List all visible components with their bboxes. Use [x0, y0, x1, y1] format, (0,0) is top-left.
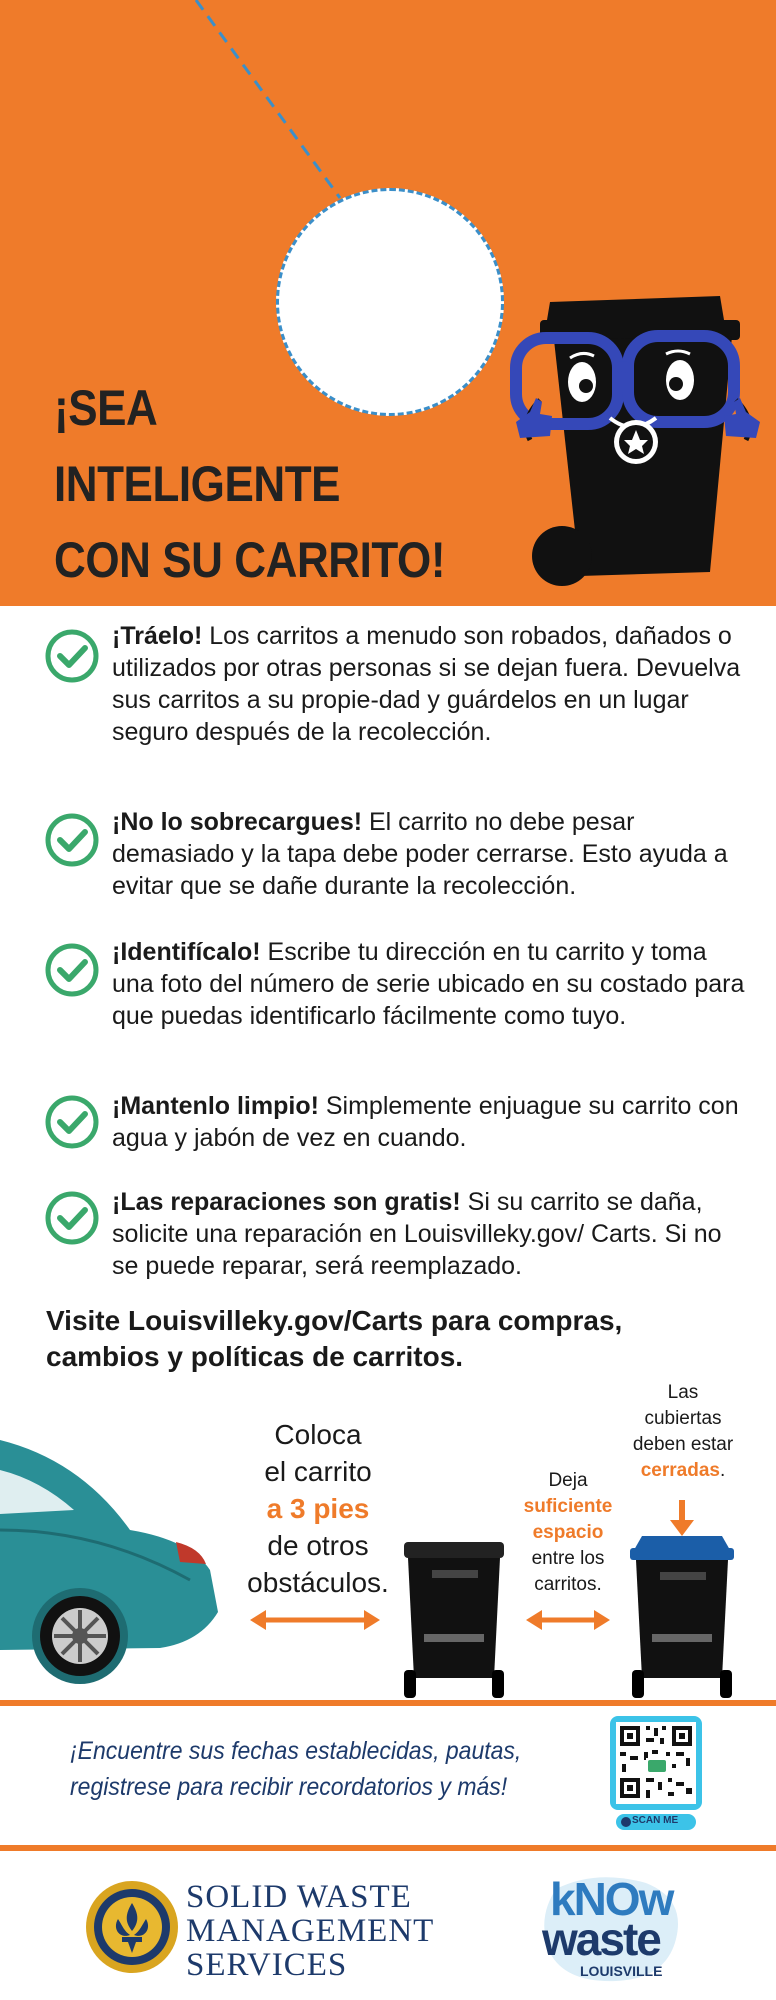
- tip-body: Simplemente enjuague su carrito con agua y jabón de vez en cuando.: [112, 1092, 739, 1152]
- cart-mascot-illustration: [510, 290, 770, 600]
- lids-line-3: deben estar: [632, 1434, 734, 1455]
- check-circle-icon: [44, 628, 100, 684]
- find-dates-callout: [70, 1733, 548, 1805]
- place-line-5: obstáculos.: [247, 1567, 389, 1598]
- louisville-word: LOUISVILLE: [580, 1963, 663, 1979]
- tip-title: ¡Mantenlo limpio!: [112, 1092, 319, 1120]
- tip-body: Los carritos a menudo son robados, dañados o utilizados por otras personas si se dejan fuera. Devuelva sus carritos a su propie-dad y guárdelos en un lugar seguro después de la recolección.: [112, 622, 741, 746]
- hanger-top-panel: [0, 0, 776, 606]
- tip-title: ¡No lo sobrecargues!: [112, 808, 363, 836]
- place-highlight: a 3 pies: [266, 1493, 370, 1524]
- cart-placement-diagram: [0, 1380, 776, 1700]
- waste-word: waste: [542, 1913, 660, 1965]
- place-line-1: Coloca: [274, 1419, 362, 1450]
- tip-title: ¡Tráelo!: [112, 622, 203, 650]
- tip-title: ¡Identifícalo!: [112, 938, 261, 966]
- headline-line-1: ¡SEA: [54, 380, 158, 436]
- louisville-seal-logo: [84, 1879, 180, 1975]
- headline-line-3: CON SU CARRITO!: [54, 532, 446, 588]
- lids-line-1: Las: [667, 1382, 699, 1403]
- distance-arrow-1: [250, 1610, 380, 1630]
- visit-line-1: Visite Louisvilleky.gov/Carts para compras,: [46, 1305, 623, 1336]
- space-line-1: Deja: [548, 1470, 588, 1491]
- visit-line-2: cambios y políticas de carritos.: [46, 1341, 464, 1372]
- distance-arrow-2: [526, 1610, 610, 1630]
- space-highlight-2: espacio: [532, 1522, 604, 1543]
- sw-line-3: SERVICES: [186, 1947, 348, 1983]
- divider-bottom: [0, 1845, 776, 1851]
- space-between-carts-instruction: [508, 1468, 628, 1598]
- lids-tail: .: [719, 1460, 726, 1481]
- lid-arrow-down: [670, 1500, 694, 1536]
- sw-line-1: SOLID WASTE: [186, 1879, 412, 1915]
- headline-line-2: INTELIGENTE: [54, 456, 341, 512]
- check-circle-icon: [44, 1190, 100, 1246]
- know-word: kNOw: [550, 1873, 673, 1925]
- tip-text: [112, 620, 752, 748]
- tip-body: El carrito no debe pesar demasiado y la tapa debe poder cerrarse. Esto ayuda a evitar que se dañe durante la recolección.: [112, 808, 728, 900]
- space-highlight-1: suficiente: [523, 1496, 613, 1517]
- sw-line-2: MANAGEMENT: [186, 1913, 435, 1949]
- visit-website-callout: [46, 1303, 746, 1375]
- scan-me-label: SCAN ME: [632, 1815, 679, 1826]
- three-feet-instruction: [226, 1416, 410, 1601]
- place-line-4: de otros: [267, 1530, 369, 1561]
- solid-waste-wordmark: [186, 1880, 434, 1982]
- tip-text: [112, 806, 752, 902]
- divider-top: [0, 1700, 776, 1706]
- lids-line-2: cubiertas: [644, 1408, 722, 1429]
- check-circle-icon: [44, 812, 100, 868]
- space-line-4: entre los: [531, 1548, 605, 1569]
- tip-title: ¡Las reparaciones son gratis!: [112, 1188, 461, 1216]
- tip-text: [112, 1186, 752, 1282]
- tip-text: [112, 1090, 752, 1154]
- qr-code[interactable]: [610, 1716, 702, 1832]
- know-waste-logo: [536, 1869, 686, 1989]
- space-line-5: carritos.: [534, 1574, 602, 1595]
- find-line-1: ¡Encuentre sus fechas establecidas, pautas,: [70, 1737, 522, 1765]
- lids-closed-instruction: [618, 1380, 748, 1484]
- tip-body: Escribe tu dirección en tu carrito y toma una foto del número de serie ubicado en su costado para que puedas identificarlo fácilmente como tuyo.: [112, 938, 745, 1030]
- tip-text: [112, 936, 752, 1032]
- footer: [0, 1855, 776, 2000]
- lids-highlight: cerradas: [640, 1460, 720, 1481]
- page-title: [54, 370, 445, 598]
- check-circle-icon: [44, 1094, 100, 1150]
- place-line-2: el carrito: [264, 1456, 372, 1487]
- check-circle-icon: [44, 942, 100, 998]
- tip-body: Si su carrito se daña, solicite una reparación en Louisvilleky.gov/ Carts. Si no se puede reparar, será reemplazado.: [112, 1188, 722, 1280]
- find-line-2: registrese para recibir recordatorios y más!: [70, 1773, 508, 1801]
